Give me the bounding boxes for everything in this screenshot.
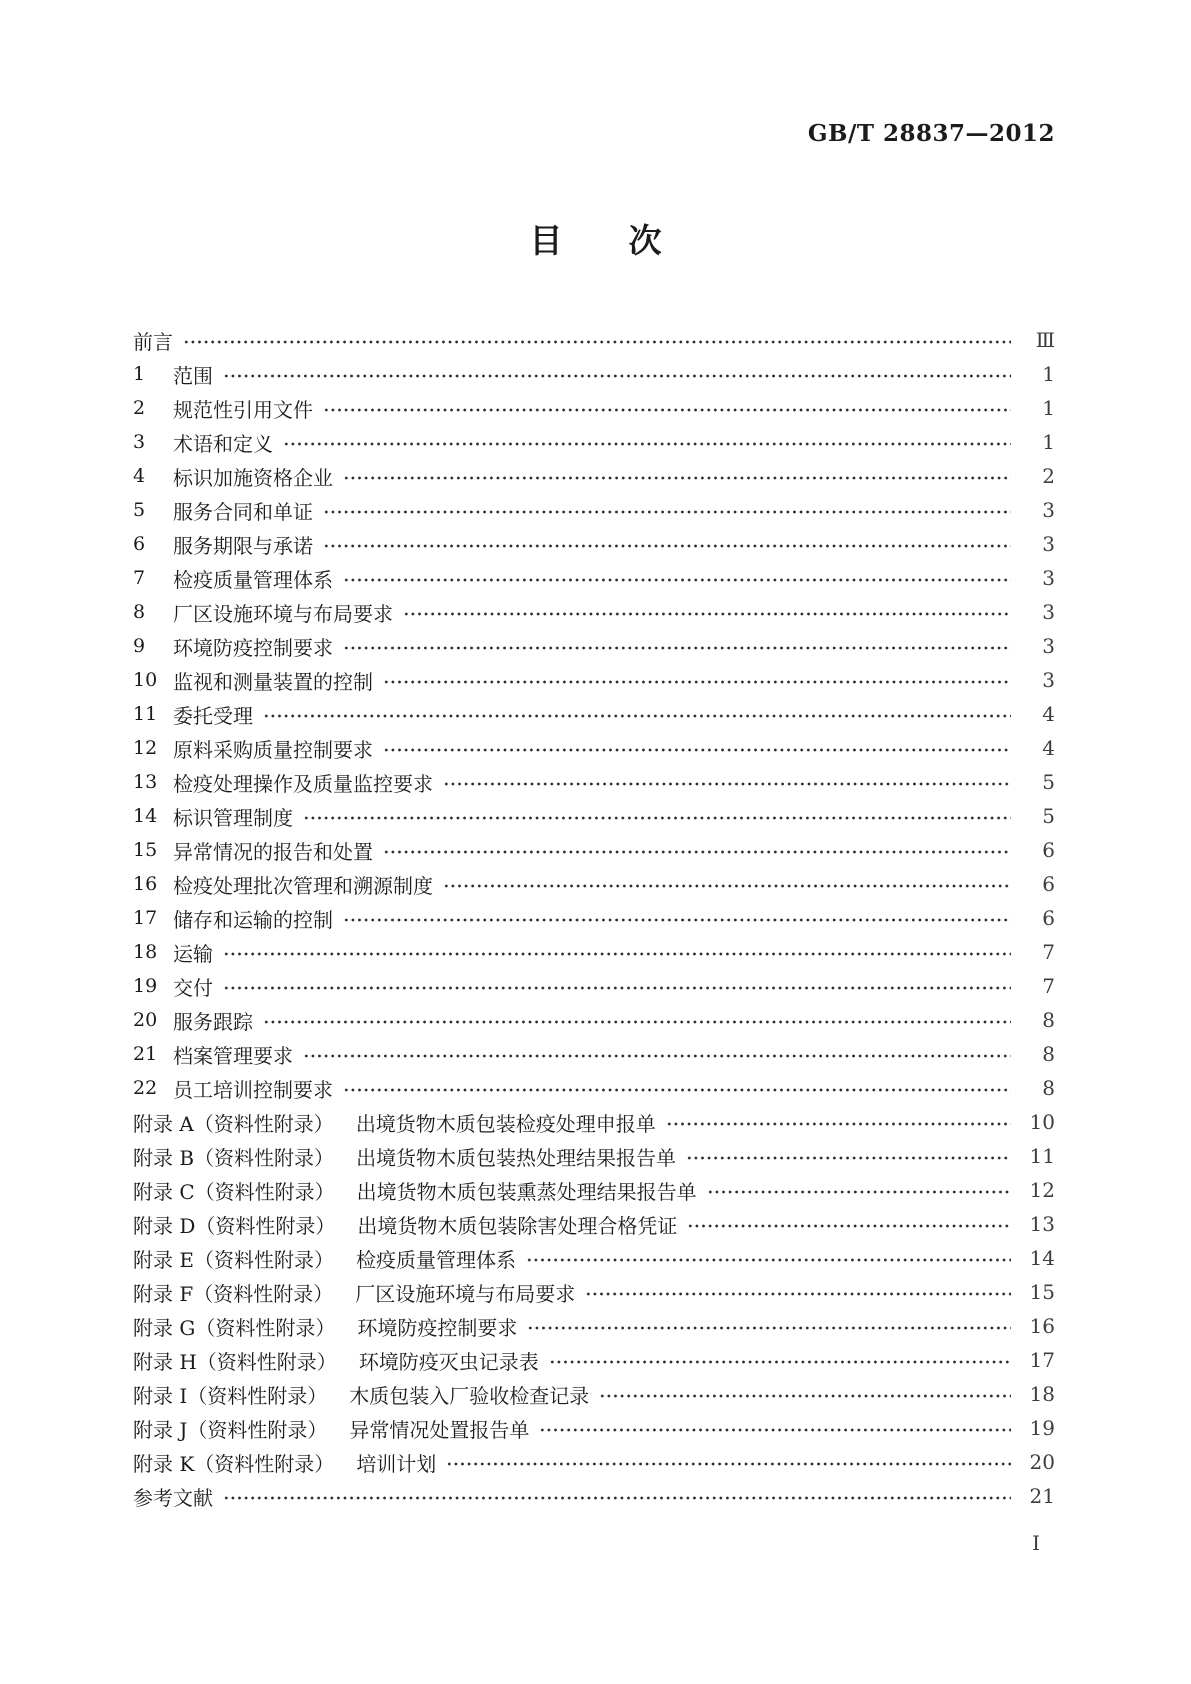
page-header [0,120,1055,147]
toc-entry-page: 3 [1042,600,1055,624]
toc-entry-page: 7 [1042,940,1055,964]
dot-leader [343,1080,1011,1100]
dot-leader [707,1182,1011,1202]
page-footer [1032,1531,1040,1555]
appendix-label: 附录 H（资料性附录） [133,1349,337,1374]
dot-leader [527,1318,1011,1338]
toc-entry [133,969,1055,1003]
toc-entry-page: 6 [1042,838,1055,862]
appendix-label: 附录 I（资料性附录） [133,1383,328,1408]
toc-entry [133,595,1055,629]
dot-leader [303,808,1011,828]
dot-leader [303,1046,1011,1066]
dot-leader [686,1148,1011,1168]
dot-leader [183,332,1011,352]
toc-entry-number: 3 [133,431,146,453]
toc-entry [133,1037,1055,1071]
toc-entry-page: 1 [1042,362,1055,386]
toc-entry-title: 运输 [173,941,213,966]
toc-entry-page: 17 [1029,1348,1055,1372]
toc-entry-page: Ⅲ [1035,328,1055,352]
toc-entry [133,833,1055,867]
dot-leader [539,1420,1011,1440]
toc-entry-number: 17 [133,907,158,929]
toc-entry-title: 环境防疫灭虫记录表 [358,1349,539,1374]
toc-entry-title: 出境货物木质包装熏蒸处理结果报告单 [356,1179,697,1204]
dot-leader [383,842,1011,862]
toc-entry [133,731,1055,765]
toc-entry-number: 9 [133,635,146,657]
toc-entry-title: 范围 [173,363,213,388]
toc-entry-page: 5 [1042,804,1055,828]
appendix-label: 附录 F（资料性附录） [133,1281,334,1306]
toc-entry-title: 服务合同和单证 [173,499,313,524]
appendix-label: 附录 D（资料性附录） [133,1213,336,1238]
toc-entry-number: 16 [133,873,158,895]
toc-entry-page: 20 [1029,1450,1055,1474]
dot-leader [599,1386,1011,1406]
toc-entry [133,697,1055,731]
dot-leader [263,706,1011,726]
toc-entry-page: 14 [1029,1246,1055,1270]
toc-entry [133,935,1055,969]
dot-leader [343,570,1011,590]
toc-entry-number: 22 [133,1077,158,1099]
toc-entry [133,527,1055,561]
dot-leader [343,638,1011,658]
toc-entry-page: 12 [1029,1178,1055,1202]
appendix-label: 附录 G（资料性附录） [133,1315,336,1340]
toc-entry-page: 16 [1029,1314,1055,1338]
toc-entry [133,1173,1055,1207]
toc-entry-title: 木质包装入厂验收检查记录 [349,1383,590,1408]
toc-entry-number: 1 [133,363,146,385]
toc-entry [133,425,1055,459]
toc-entry-page: 3 [1042,498,1055,522]
toc-entry-number: 18 [133,941,158,963]
dot-leader [585,1284,1011,1304]
toc-entry-title: 异常情况的报告和处置 [173,839,373,864]
toc-entry-title: 环境防疫控制要求 [357,1315,518,1340]
appendix-label: 附录 J（资料性附录） [133,1417,328,1442]
toc-entry-title: 规范性引用文件 [173,397,313,422]
toc-entry-page: 3 [1042,532,1055,556]
toc-entry-title: 储存和运输的控制 [173,907,333,932]
toc-entry-title: 厂区设施环境与布局要求 [173,601,393,626]
toc-entry [133,1207,1055,1241]
toc-entry [133,867,1055,901]
toc-entry-page: 21 [1029,1484,1055,1508]
appendix-label: 附录 B（资料性附录） [133,1145,335,1170]
toc-entry-page: 3 [1042,566,1055,590]
toc-entry-page: 15 [1029,1280,1055,1304]
dot-leader [323,536,1011,556]
standard-code: GB/T 28837—2012 [807,120,1055,147]
toc-entry-number: 2 [133,397,146,419]
toc-entry-page: 18 [1029,1382,1055,1406]
toc-entry-title: 委托受理 [173,703,253,728]
toc-entry [133,1105,1055,1139]
toc-entry-title: 出境货物木质包装热处理结果报告单 [356,1145,677,1170]
toc-page-title: 目 次 [529,221,662,260]
toc-entry-page: 19 [1029,1416,1055,1440]
toc-entry-number: 19 [133,975,158,997]
toc-entry [133,1479,1055,1513]
toc-entry-title: 检疫处理批次管理和溯源制度 [173,873,433,898]
toc-entry-number: 12 [133,737,158,759]
toc-entry-page: 11 [1029,1144,1055,1168]
dot-leader [666,1114,1011,1134]
dot-leader [223,366,1011,386]
appendix-label: 附录 E（资料性附录） [133,1247,334,1272]
toc-entry-title: 监视和测量装置的控制 [173,669,373,694]
appendix-label: 附录 C（资料性附录） [133,1179,335,1204]
dot-leader [549,1352,1011,1372]
dot-leader [283,434,1011,454]
toc-entry-page: 3 [1042,668,1055,692]
toc-entry [133,1411,1055,1445]
toc-entry-title: 异常情况处置报告单 [349,1417,530,1442]
toc-entry [133,629,1055,663]
toc-entry-number: 6 [133,533,146,555]
toc-entry-number: 21 [133,1043,158,1065]
toc-entry [133,663,1055,697]
toc-entry [133,323,1055,357]
dot-leader [223,978,1011,998]
toc-entry-number: 20 [133,1009,158,1031]
dot-leader [343,910,1011,930]
toc-entry-title: 原料采购质量控制要求 [173,737,373,762]
toc-entry-title: 服务期限与承诺 [173,533,313,558]
toc-entry-page: 1 [1042,396,1055,420]
dot-leader [526,1250,1011,1270]
toc-entry [133,1343,1055,1377]
dot-leader [443,876,1011,896]
toc-entry-page: 1 [1042,430,1055,454]
dot-leader [446,1454,1011,1474]
toc-entry [133,561,1055,595]
toc-entry-title: 术语和定义 [173,431,273,456]
toc-entry-title: 前言 [133,329,173,354]
dot-leader [403,604,1011,624]
toc-entry-number: 7 [133,567,146,589]
toc-entry-page: 3 [1042,634,1055,658]
toc-entry-title: 检疫质量管理体系 [355,1247,516,1272]
toc-entry-page: 8 [1042,1042,1055,1066]
toc-entry-title: 档案管理要求 [173,1043,293,1068]
dot-leader [443,774,1011,794]
toc-entry-title: 标识管理制度 [173,805,293,830]
toc-entry [133,799,1055,833]
toc-entry-number: 5 [133,499,146,521]
toc-entry-page: 6 [1042,872,1055,896]
toc-entry-number: 8 [133,601,146,623]
dot-leader [223,1488,1011,1508]
dot-leader [323,502,1011,522]
toc-entry [133,901,1055,935]
toc-entry-title: 检疫处理操作及质量监控要求 [173,771,433,796]
toc-entry [133,1139,1055,1173]
toc-entry [133,1377,1055,1411]
toc-entry-number: 4 [133,465,146,487]
toc-entry-title: 出境货物木质包装检疫处理申报单 [355,1111,656,1136]
toc-entry-number: 14 [133,805,158,827]
toc-entry-title: 培训计划 [356,1451,437,1476]
dot-leader [223,944,1011,964]
dot-leader [383,672,1011,692]
dot-leader [687,1216,1011,1236]
toc-entry-page: 8 [1042,1076,1055,1100]
toc-entry [133,1309,1055,1343]
toc-entry-title: 服务跟踪 [173,1009,253,1034]
toc-entry-title: 厂区设施环境与布局要求 [355,1281,576,1306]
toc-entry-title: 出境货物木质包装除害处理合格凭证 [357,1213,678,1238]
toc-entry-number: 10 [133,669,158,691]
toc-entry [133,357,1055,391]
dot-leader [263,1012,1011,1032]
toc-entry-number: 11 [133,703,158,725]
toc-entry-title: 环境防疫控制要求 [173,635,333,660]
toc-entry-page: 4 [1042,736,1055,760]
toc-entry [133,493,1055,527]
toc-entry-page: 7 [1042,974,1055,998]
toc-entry-title: 检疫质量管理体系 [173,567,333,592]
toc-list [133,323,1055,1513]
toc-entry-page: 10 [1029,1110,1055,1134]
toc-entry [133,391,1055,425]
toc-entry [133,1003,1055,1037]
toc-entry [133,1071,1055,1105]
toc-entry-title: 交付 [173,975,213,1000]
toc-entry [133,459,1055,493]
toc-entry-page: 13 [1029,1212,1055,1236]
toc-entry-page: 6 [1042,906,1055,930]
toc-entry-number: 15 [133,839,158,861]
toc-entry [133,1445,1055,1479]
toc-entry-title: 员工培训控制要求 [173,1077,333,1102]
toc-entry [133,1241,1055,1275]
dot-leader [343,468,1011,488]
toc-entry-title: 标识加施资格企业 [173,465,333,490]
footer-page-number: Ⅰ [1032,1531,1040,1555]
toc-entry [133,1275,1055,1309]
toc-entry-page: 4 [1042,702,1055,726]
appendix-label: 附录 K（资料性附录） [133,1451,335,1476]
dot-leader [383,740,1011,760]
toc-entry [133,765,1055,799]
toc-entry-page: 8 [1042,1008,1055,1032]
toc-entry-page: 5 [1042,770,1055,794]
dot-leader [323,400,1011,420]
toc-entry-page: 2 [1042,464,1055,488]
toc-entry-title: 参考文献 [133,1485,213,1510]
toc-entry-number: 13 [133,771,158,793]
appendix-label: 附录 A（资料性附录） [133,1111,334,1136]
